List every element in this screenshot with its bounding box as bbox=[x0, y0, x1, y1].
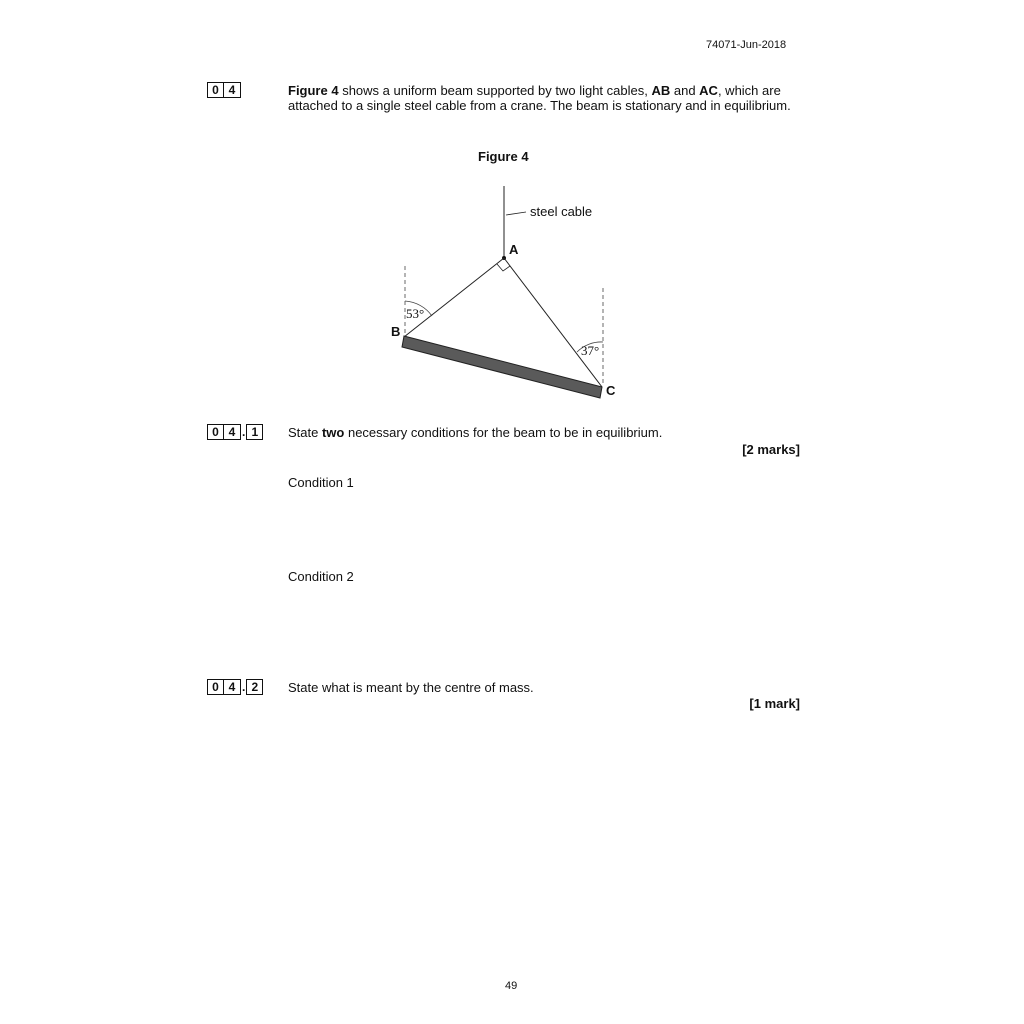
cable-ab bbox=[404, 258, 504, 337]
intro-text-3: , which are attached to a single steel cable from a crane. The beam is stationary and in equilibrium. bbox=[288, 83, 791, 113]
part1-question bbox=[288, 425, 662, 440]
point-c-label: C bbox=[606, 383, 616, 398]
intro-figure-ref: Figure 4 bbox=[288, 83, 339, 98]
question-digit-1: 0 bbox=[207, 82, 224, 98]
part2-number-box bbox=[207, 679, 263, 695]
figure-title: Figure 4 bbox=[478, 149, 529, 164]
intro-text-2: and bbox=[670, 83, 700, 98]
part2-digit-1: 0 bbox=[207, 679, 224, 695]
condition2-label: Condition 2 bbox=[288, 569, 354, 584]
part1-text-bold: two bbox=[321, 425, 345, 440]
part2-sub-digit: 2 bbox=[246, 679, 263, 695]
angle-c-label: 37° bbox=[581, 343, 600, 358]
part1-number-box bbox=[207, 424, 263, 440]
condition1-label: Condition 1 bbox=[288, 475, 354, 490]
paper-code: 74071-Jun-2018 bbox=[706, 39, 787, 51]
angle-b-label: 53° bbox=[406, 306, 425, 321]
intro-cable-ab: AB bbox=[651, 83, 671, 98]
steel-cable-leader bbox=[506, 212, 526, 215]
intro-cable-ac: AC bbox=[699, 83, 718, 98]
part1-marks: [2 marks] bbox=[742, 442, 800, 457]
question-intro bbox=[288, 83, 808, 113]
intro-text-1: shows a uniform beam supported by two light cables, bbox=[338, 83, 652, 98]
part2-question: State what is meant by the centre of mass. bbox=[288, 680, 534, 695]
part1-sub-digit: 1 bbox=[246, 424, 263, 440]
steel-cable-label: steel cable bbox=[530, 204, 593, 219]
part2-separator: . bbox=[242, 680, 246, 694]
point-b-label: B bbox=[391, 324, 401, 339]
question-digit-2: 4 bbox=[224, 82, 241, 98]
question-number-box bbox=[207, 82, 241, 98]
part2-marks: [1 mark] bbox=[749, 696, 800, 711]
part1-text-after: necessary conditions for the beam to be in equilibrium. bbox=[344, 425, 663, 440]
part2-digit-2: 4 bbox=[224, 679, 241, 695]
part1-digit-1: 0 bbox=[207, 424, 224, 440]
point-a-label: A bbox=[509, 242, 519, 257]
beam bbox=[402, 336, 602, 398]
part1-text-before: State bbox=[288, 425, 322, 440]
right-angle-marker bbox=[497, 264, 510, 271]
beam-diagram bbox=[380, 180, 640, 410]
page-number: 49 bbox=[505, 980, 518, 992]
part1-separator: . bbox=[242, 425, 246, 439]
part1-digit-2: 4 bbox=[224, 424, 241, 440]
